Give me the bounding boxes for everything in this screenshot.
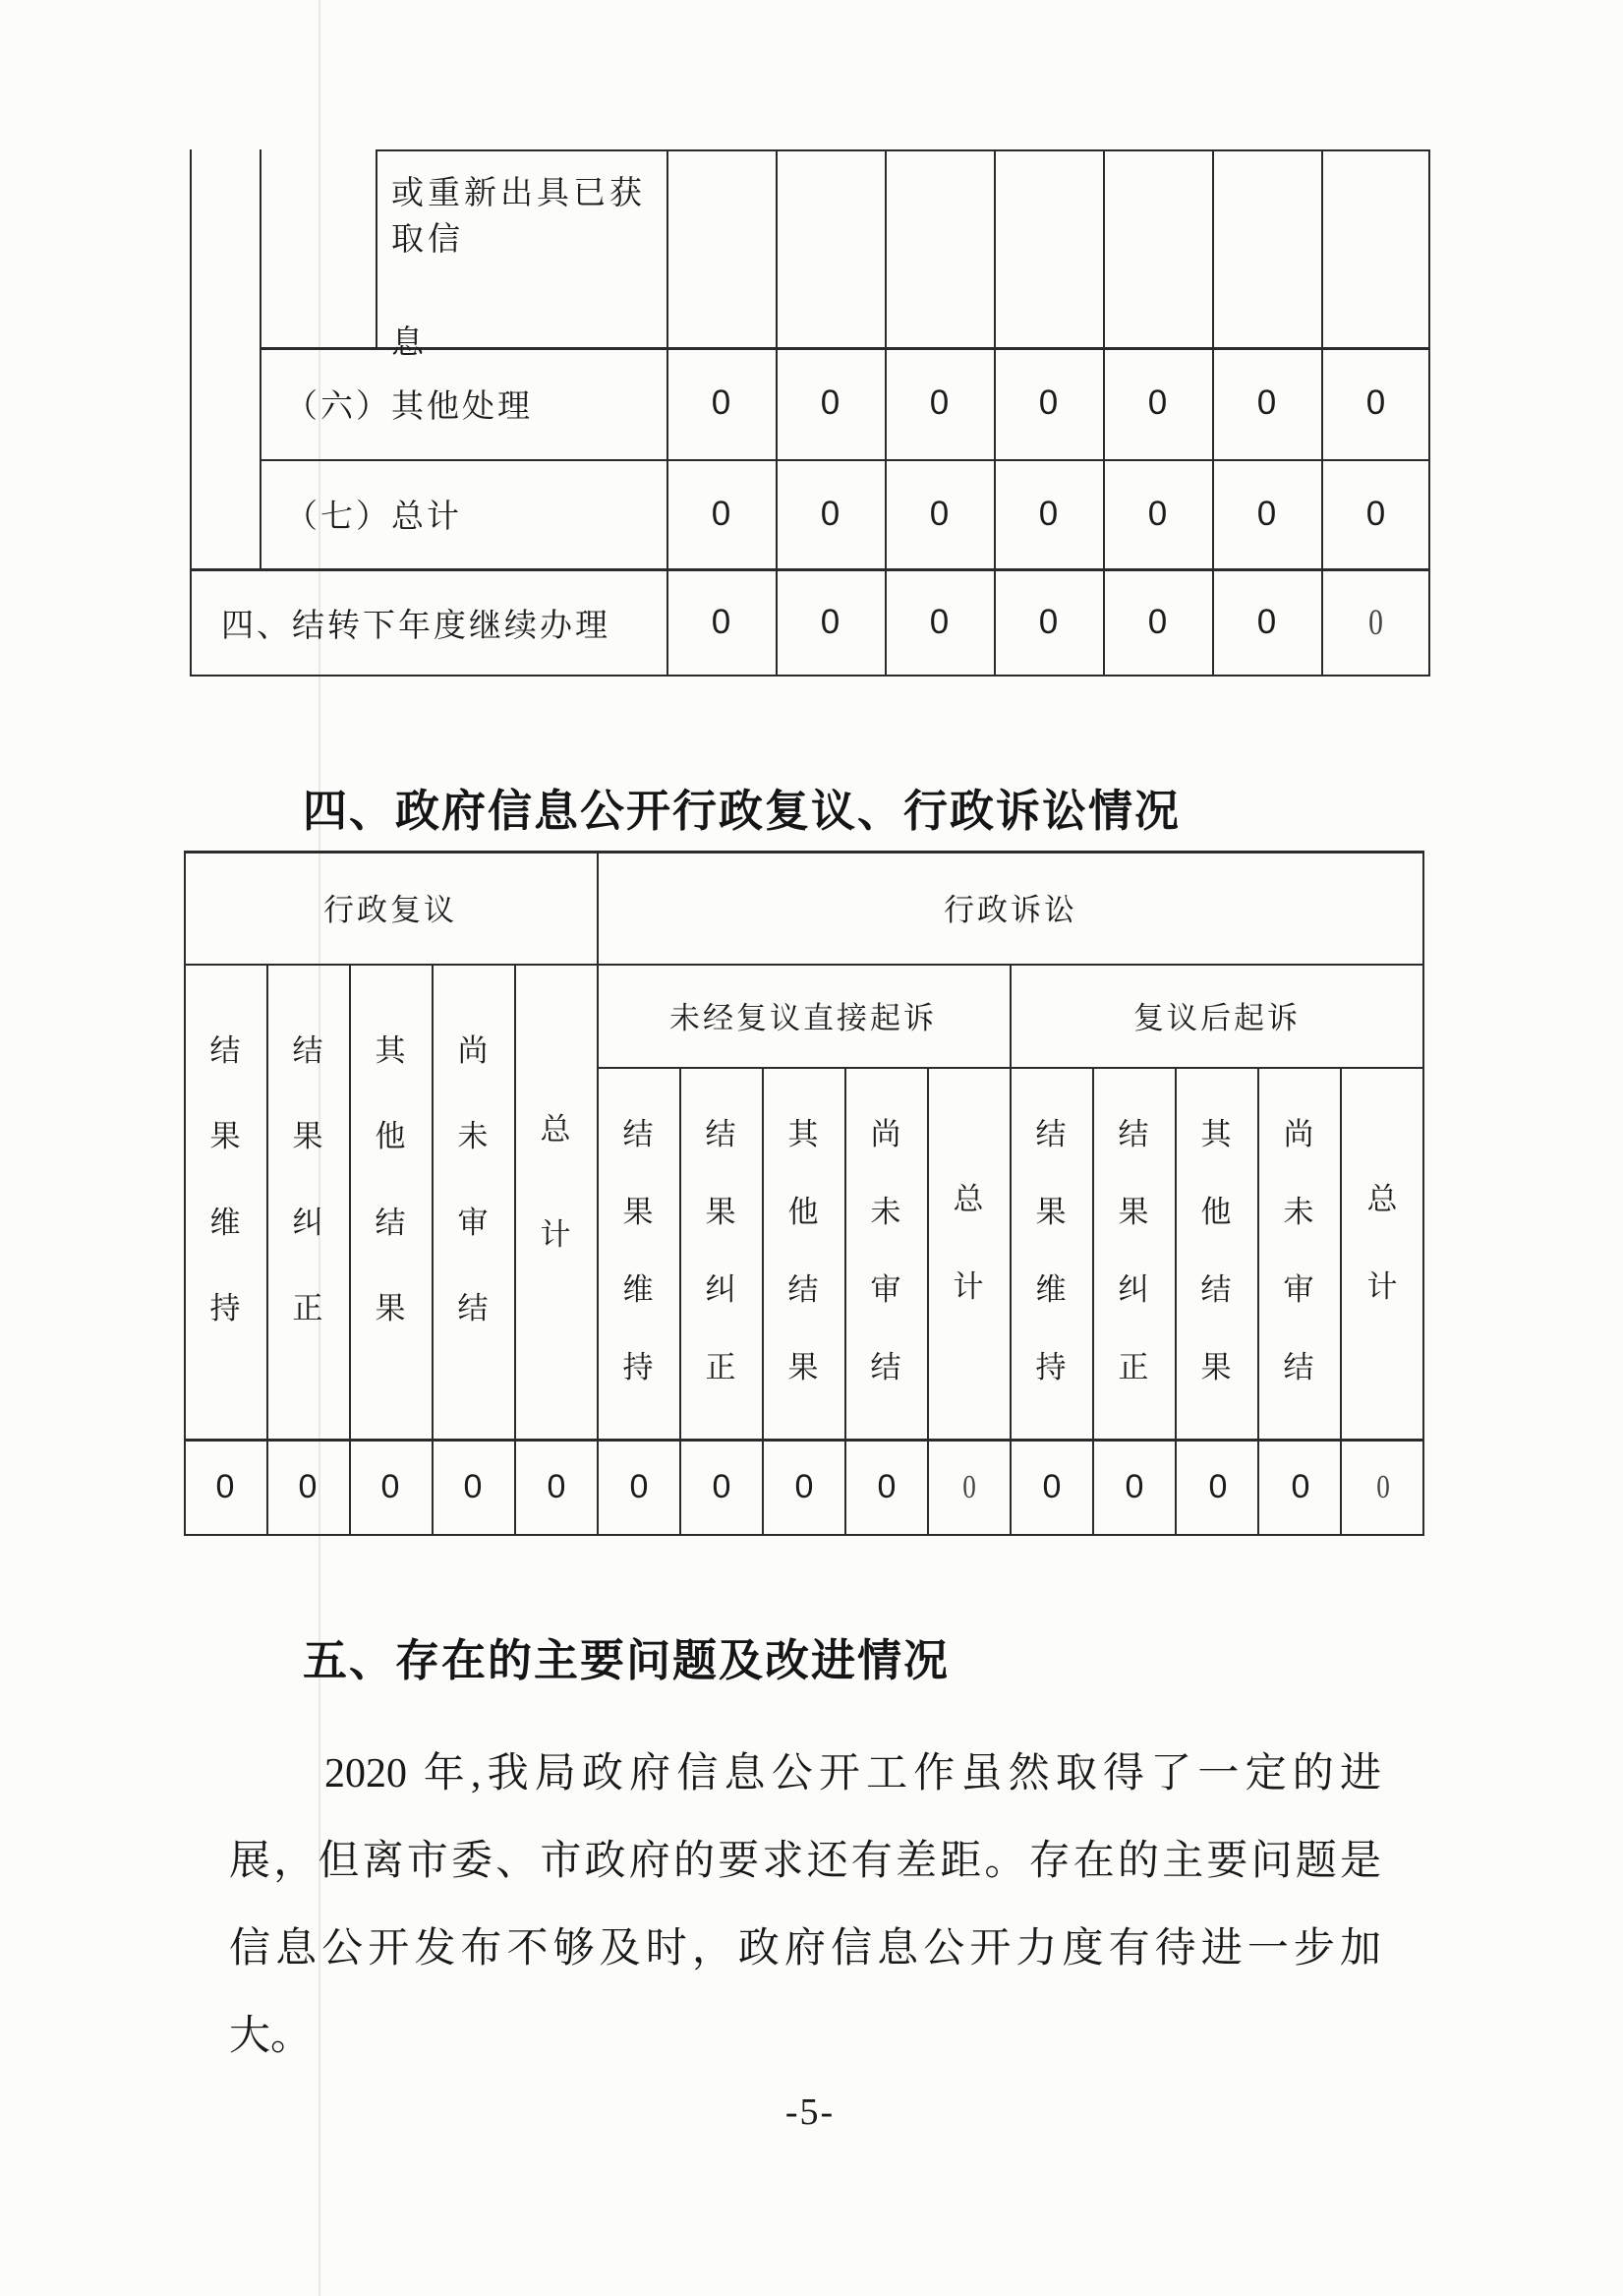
column-label-char: 持	[622, 1350, 654, 1384]
column-label-char: 其	[1200, 1117, 1232, 1151]
column-label	[184, 964, 266, 1439]
column-label-char: 纠	[705, 1272, 736, 1307]
column-label-char: 结	[1035, 1117, 1067, 1151]
value-cell: 0	[1256, 494, 1277, 533]
column-label-char: 维	[1035, 1272, 1067, 1307]
column-label	[1340, 1067, 1424, 1439]
column-label-char: 持	[209, 1290, 241, 1325]
paragraph-line: 大。	[229, 2014, 313, 2059]
column-label-char: 审	[457, 1205, 489, 1240]
paragraph-line: 展，但离市委、市政府的要求还有差距。存在的主要问题是	[229, 1839, 1381, 1884]
column-label-char: 尚	[1283, 1117, 1314, 1151]
column-label-char: 未	[457, 1119, 489, 1154]
section-5-heading: 五、存在的主要问题及改进情况	[303, 1635, 951, 1685]
column-label-char: 其	[375, 1033, 406, 1069]
row-label-carry-next-year: 四、结转下年度继续办理	[221, 608, 610, 644]
column-label-char: 总	[1366, 1182, 1398, 1216]
column-label-char: 总	[540, 1111, 571, 1147]
column-label-char: 结	[209, 1033, 241, 1069]
column-label	[844, 1067, 927, 1439]
value-cell: 0	[1125, 1468, 1144, 1505]
column-label	[1257, 1067, 1340, 1439]
column-label-char: 果	[622, 1195, 654, 1229]
value-cell: 0	[929, 603, 950, 641]
column-label-char: 正	[292, 1290, 323, 1325]
value-cell: 0	[1042, 1468, 1062, 1505]
value-cell: 0	[820, 383, 840, 422]
column-label-char: 总	[953, 1182, 984, 1216]
column-label-char: 计	[953, 1269, 984, 1304]
column-label-char: 结	[705, 1117, 736, 1151]
column-label-char: 果	[1200, 1350, 1232, 1384]
column-label-char: 结	[1283, 1350, 1314, 1384]
column-label-char: 结	[1200, 1272, 1232, 1307]
value-cell: 0	[1256, 383, 1277, 422]
value-cell: 0	[794, 1468, 814, 1505]
value-cell: 0	[1147, 383, 1168, 422]
column-label-char: 结	[457, 1290, 489, 1325]
value-cell: 0	[1038, 494, 1059, 533]
value-cell: 0	[1365, 383, 1386, 422]
section-5-paragraph	[229, 1731, 1381, 2081]
value-cell: 0	[1291, 1468, 1310, 1505]
column-label-char: 审	[870, 1272, 901, 1307]
review-litigation-table	[184, 851, 1424, 1536]
value-cell: 0	[298, 1468, 318, 1505]
value-cell: 0	[380, 1468, 400, 1505]
column-label-char: 纠	[292, 1205, 323, 1240]
column-label-char: 正	[1118, 1350, 1149, 1384]
column-label-char: 他	[375, 1119, 406, 1154]
value-row	[667, 459, 1430, 568]
column-label	[1010, 1067, 1092, 1439]
column-label-char: 果	[705, 1195, 736, 1229]
column-label-char: 正	[705, 1350, 736, 1384]
column-label-char: 他	[787, 1195, 819, 1229]
paragraph-line: 信息公开发布不够及时，政府信息公开力度有待进一步加	[229, 1926, 1381, 1972]
value-cell: 0	[1147, 494, 1168, 533]
value-cell: 0	[215, 1468, 235, 1505]
column-label-char: 果	[787, 1350, 819, 1384]
column-label	[597, 1067, 679, 1439]
column-label-char: 果	[209, 1119, 241, 1154]
value-cell: 0	[547, 1468, 566, 1505]
column-label-char: 果	[292, 1119, 323, 1154]
column-label	[927, 1067, 1010, 1439]
value-cell: 0	[1147, 603, 1168, 641]
carryover-label-cell	[376, 149, 667, 361]
column-label-char: 结	[1118, 1117, 1149, 1151]
value-row	[184, 1439, 1424, 1536]
row-label-total: （七）总计	[285, 500, 462, 535]
column-label	[679, 1067, 762, 1439]
column-label-char: 结	[870, 1350, 901, 1384]
column-label	[266, 964, 349, 1439]
value-cell: 0	[1368, 602, 1383, 643]
value-row	[667, 568, 1430, 677]
column-label-char: 果	[375, 1290, 406, 1325]
column-label-char: 他	[1200, 1195, 1232, 1229]
column-label-char: 果	[1118, 1195, 1149, 1229]
column-label	[432, 964, 514, 1439]
column-label-char: 持	[1035, 1350, 1067, 1384]
column-label-char: 结	[622, 1117, 654, 1151]
value-cell: 0	[629, 1468, 649, 1505]
value-cell: 0	[1256, 603, 1277, 641]
value-cell: 0	[877, 1468, 897, 1505]
carryover-label-line2: 息	[391, 325, 428, 361]
value-cell: 0	[1208, 1468, 1228, 1505]
column-label	[762, 1067, 844, 1439]
column-label-char: 审	[1283, 1272, 1314, 1307]
value-cell: 0	[820, 603, 840, 641]
column-label	[1092, 1067, 1175, 1439]
value-cell: 0	[711, 383, 731, 422]
carryover-label-line1: 或重新出具已获取信	[391, 176, 646, 258]
column-label-char: 纠	[1118, 1272, 1149, 1307]
value-cell: 0	[1038, 383, 1059, 422]
column-label	[514, 964, 597, 1439]
value-cell: 0	[711, 494, 731, 533]
column-label-char: 结	[375, 1205, 406, 1240]
value-cell: 0	[1365, 494, 1386, 533]
value-cell: 0	[712, 1468, 731, 1505]
section-4-heading: 四、政府信息公开行政复议、行政诉讼情况	[303, 786, 1182, 836]
column-label-char: 尚	[870, 1117, 901, 1151]
carryover-table	[190, 149, 1430, 677]
column-label-char: 计	[1366, 1269, 1398, 1304]
litigation-group-header: 行政诉讼	[944, 893, 1077, 927]
column-label-char: 未	[870, 1195, 901, 1229]
value-cell: 0	[929, 383, 950, 422]
column-label-char: 未	[1283, 1195, 1314, 1229]
review-group-header: 行政复议	[323, 893, 457, 927]
value-cell: 0	[929, 494, 950, 533]
column-label	[349, 964, 432, 1439]
value-row	[667, 347, 1430, 459]
column-label	[1175, 1067, 1257, 1439]
column-label-char: 维	[622, 1272, 654, 1307]
after-review-suit-subheader: 复议后起诉	[1133, 1001, 1301, 1035]
column-label-char: 维	[209, 1205, 241, 1240]
column-label-char: 果	[1035, 1195, 1067, 1229]
value-cell: 0	[1038, 603, 1059, 641]
value-cell: 0	[962, 1468, 976, 1505]
value-cell: 0	[463, 1468, 483, 1505]
column-label-char: 其	[787, 1117, 819, 1151]
value-cell: 0	[711, 603, 731, 641]
paragraph-line: 2020 年,我局政府信息公开工作虽然取得了一定的进	[324, 1751, 1381, 1796]
column-label-char: 尚	[457, 1033, 489, 1069]
row-label-other-handling: （六）其他处理	[285, 388, 533, 425]
column-label-char: 结	[787, 1272, 819, 1307]
direct-suit-subheader: 未经复议直接起诉	[669, 1001, 937, 1035]
column-label-char: 计	[540, 1216, 571, 1252]
value-cell: 0	[1376, 1468, 1390, 1505]
value-cell: 0	[820, 494, 840, 533]
column-label-char: 结	[292, 1033, 323, 1069]
page-number: -5-	[784, 2091, 836, 2133]
